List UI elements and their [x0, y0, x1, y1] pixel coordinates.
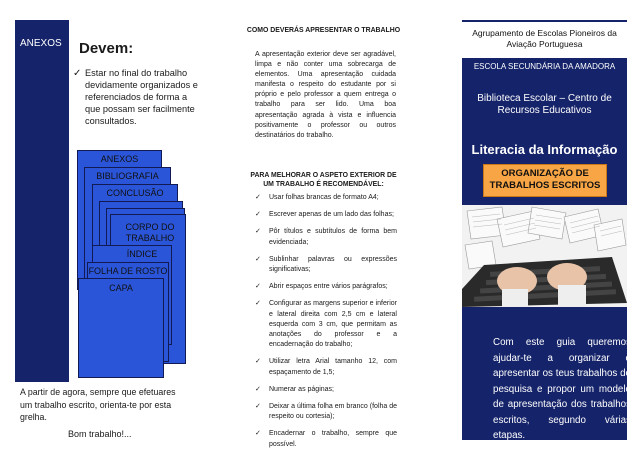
- closing-paragraph: A partir de agora, sempre que efetuares um trabalho escrito, orienta-te por esta grelha.: [20, 387, 176, 422]
- checkmark-icon: ✓: [255, 403, 261, 411]
- list-item: ✓ Numerar as páginas;: [255, 385, 397, 395]
- list-item: ✓ Deixar a última folha em branco (folha de respeito ou cortesia);: [255, 403, 398, 421]
- recommendations-heading: PARA MELHORAR O ASPETO EXTERIOR DE UM TRABALHO É RECOMENDÁVEL:: [250, 172, 397, 188]
- list-item: ✓ Utilizar letra Arial tamanho 12, com espaçamento de 1,5;: [255, 358, 397, 376]
- card-corpo: CORPO DO TRABALHO: [110, 214, 186, 364]
- left-sidebar-bar: [15, 20, 69, 382]
- devem-heading: Devem:: [79, 40, 134, 57]
- literacy-title: Literacia da Informação: [471, 142, 618, 157]
- presentation-heading: COMO DEVERÁS APRESENTAR O TRABALHO: [246, 27, 401, 34]
- list-item: ✓ Sublinhar palavras ou expressões significativas;: [255, 255, 397, 274]
- checkmark-icon: ✓: [255, 283, 261, 291]
- school-name: ESCOLA SECUNDÁRIA DA AMADORA: [473, 62, 616, 71]
- guide-title-box: ORGANIZAÇÃO DE TRABALHOS ESCRITOS: [483, 164, 607, 197]
- presentation-intro: A apresentação exterior deve ser agradável, limpa e não conter uma sobrecarga de elementos. Uma apresentação cuidada manifesta o respeito do estudante por si próprio e pelo professor a quem entrega o trabalho para ser lido. Uma boa apresentação agrada à vista e influencia positivamente o professor ou outros destinatários do trabalho.: [255, 51, 396, 139]
- keyboard-papers-illustration: [462, 205, 627, 307]
- signoff-text: Bom trabalho!...: [68, 429, 132, 439]
- card-indice: ÍNDICE: [92, 245, 172, 345]
- list-item: ✓ Configurar as margens superior e inferior e lateral direita com 2,5 cm e lateral esquerda com 3 cm, que permitam as anotações do professor e a encadernação do trabalho;: [255, 300, 397, 349]
- list-item: ✓ Pôr títulos e subtítulos de forma bem evidenciada;: [255, 228, 397, 246]
- checkmark-icon: ✓: [255, 430, 261, 438]
- library-name: Biblioteca Escolar – Centro de Recursos Educativos: [477, 93, 612, 116]
- cover-panel: [462, 20, 631, 441]
- list-item: ✓ Escrever apenas de um lado das folhas;: [255, 210, 397, 220]
- checkmark-icon: ✓: [255, 300, 261, 308]
- checkmark-icon: ✓: [255, 194, 261, 201]
- annexes-bullet-text: Estar no final do trabalho devidamente organizados e referenciados de forma a que possam ser facilmente consultados.: [85, 68, 198, 126]
- recommendations-list: [255, 193, 397, 453]
- list-item: ✓ Encadernar o trabalho, sempre que possível.: [255, 430, 397, 448]
- school-group-name: Agrupamento de Escolas Pioneiros da Aviação Portuguesa: [462, 22, 627, 58]
- annexes-label: ANEXOS: [20, 38, 62, 49]
- checkmark-icon: ✓: [255, 228, 261, 236]
- guide-intro-text: Com este guia queremos ajudar-te a organizar e apresentar os teus trabalhos de pesquisa e propor um modelo de apresentação dos trabalhos escritos, segundo várias etapas.: [493, 337, 631, 441]
- checkmark-icon: ✓: [255, 255, 261, 263]
- checkmark-icon: ✓: [255, 385, 261, 393]
- card-conclusao: CONCLUSÃO: [92, 184, 178, 332]
- checkmark-icon: ✓: [255, 358, 261, 366]
- card-anexos: ANEXOS: [77, 150, 162, 290]
- card-folha-rosto: FOLHA DE ROSTO: [87, 262, 169, 362]
- checkmark-icon: ✓: [73, 68, 82, 79]
- list-item: ✓ Usar folhas brancas de formato A4;: [255, 193, 397, 203]
- keyboard-illustration-svg: [462, 205, 627, 307]
- list-item: ✓ Abrir espaços entre vários parágrafos;: [255, 282, 397, 292]
- checkmark-icon: ✓: [255, 211, 261, 219]
- card-capa: CAPA: [78, 278, 164, 378]
- card-bibliografia: BIBLIOGRAFIA: [84, 167, 171, 310]
